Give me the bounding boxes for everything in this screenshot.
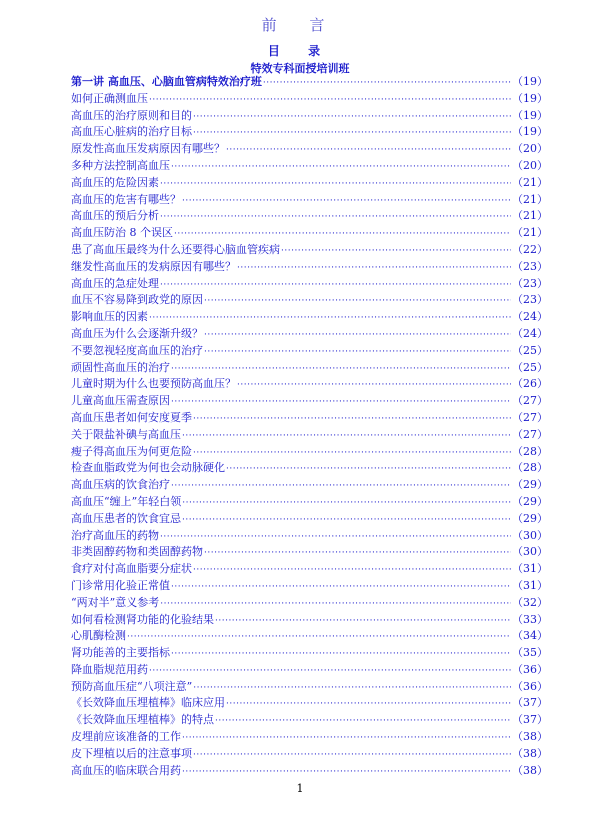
toc-entry[interactable] — [71, 360, 548, 377]
toc-entry[interactable] — [71, 494, 548, 511]
toc-entry-page: （37） — [512, 696, 548, 710]
toc-entry-page: （23） — [512, 293, 548, 307]
dot-leader — [193, 411, 511, 428]
dot-leader — [226, 696, 511, 713]
dot-leader — [204, 293, 511, 310]
dot-leader — [160, 176, 511, 193]
toc-entry-label: 高血压为什么会逐渐升级？ — [71, 326, 203, 340]
dot-leader — [127, 629, 511, 646]
toc-entry-label: 肾功能善的主要指标 — [71, 646, 170, 660]
table-of-contents — [71, 74, 548, 779]
toc-entry-page: （32） — [512, 595, 548, 609]
toc-entry-label: 皮埋前应该准备的工作 — [71, 730, 181, 744]
toc-entry-label: 高血压病的饮食治疗 — [71, 478, 170, 492]
toc-entry-label: 高血压“缠上”年轻白领 — [71, 494, 182, 508]
dot-leader — [193, 680, 511, 697]
toc-entry-label: 高血压的治疗原则和目的 — [71, 108, 192, 122]
toc-entry-page: （19） — [512, 75, 548, 88]
toc-heading: 目 录 — [267, 44, 333, 58]
toc-entry-page: （36） — [512, 679, 548, 693]
toc-entry-page: （29） — [512, 511, 548, 525]
toc-entry[interactable] — [71, 679, 548, 696]
toc-entry-page: （20） — [512, 142, 548, 156]
toc-entry-label: 如何看检测肾功能的化验结果 — [71, 612, 214, 626]
toc-entry-page: （19） — [512, 125, 548, 139]
dot-leader — [171, 579, 511, 596]
toc-entry-label: 高血压的临床联合用药 — [71, 763, 181, 777]
toc-entry[interactable] — [71, 662, 548, 679]
toc-entry-page: （20） — [512, 158, 548, 172]
toc-entry-label: 高血压防治 8 个误区 — [71, 226, 173, 240]
toc-entry-label: 门诊常用化验正常值 — [71, 578, 170, 592]
dot-leader — [182, 428, 511, 445]
dot-leader — [182, 730, 511, 747]
toc-entry[interactable] — [71, 393, 548, 410]
toc-entry[interactable] — [71, 141, 548, 158]
toc-entry-page: （21） — [512, 209, 548, 223]
toc-entry-label: 血压不容易降到政党的原因 — [71, 293, 203, 307]
toc-entry-page: （25） — [512, 360, 548, 374]
toc-entry-label: 患了高血压最终为什么还要得心脑血管疾病 — [71, 242, 280, 256]
toc-entry-page: （31） — [512, 578, 548, 592]
toc-entry-page: （21） — [512, 192, 548, 206]
toc-entry[interactable] — [71, 612, 548, 629]
dot-leader — [171, 159, 511, 176]
dot-leader — [149, 663, 511, 680]
toc-entry[interactable] — [71, 91, 548, 108]
toc-entry[interactable] — [71, 712, 548, 729]
toc-entry-label: 原发性高血压发病原因有哪些？ — [71, 142, 225, 156]
dot-leader — [171, 361, 511, 378]
toc-entry[interactable] — [71, 326, 548, 343]
toc-entry-label: 皮下埋植以后的注意事项 — [71, 746, 192, 760]
toc-entry-label: 高血压的急症处理 — [71, 276, 159, 290]
toc-entry-page: （38） — [512, 746, 548, 760]
toc-entry[interactable] — [71, 695, 548, 712]
toc-entry-label: 继发性高血压的发病原因有哪些？ — [71, 259, 236, 273]
toc-entry-page: （21） — [512, 175, 548, 189]
toc-entry[interactable] — [71, 292, 548, 309]
toc-entry-label: “两对半”意义参考 — [71, 595, 160, 609]
toc-entry-page: （29） — [512, 494, 548, 508]
dot-leader — [149, 310, 511, 327]
toc-entry-label: 《长效降血压埋植棒》临床应用 — [71, 696, 225, 710]
toc-entry-label: 瘦子得高血压为何更危险 — [71, 444, 192, 458]
toc-entry[interactable] — [71, 410, 548, 427]
dot-leader — [160, 209, 511, 226]
toc-entry-label: 高血压的危险因素 — [71, 175, 159, 189]
toc-entry[interactable] — [71, 376, 548, 393]
dot-leader — [204, 545, 511, 562]
dot-leader — [171, 478, 511, 495]
toc-entry-page: （19） — [512, 91, 548, 105]
toc-entry-label: 高血压心脏病的治疗目标 — [71, 125, 192, 139]
toc-entry-label: 关于限盐补碘与高血压 — [71, 427, 181, 441]
toc-entry-page: （28） — [512, 444, 548, 458]
dot-leader — [171, 394, 511, 411]
toc-lecture-entry[interactable] — [71, 74, 548, 91]
toc-entry-label: 治疗高血压的药物 — [71, 528, 159, 542]
toc-entry-label: 高血压患者如何安度夏季 — [71, 410, 192, 424]
toc-entry[interactable] — [71, 276, 548, 293]
toc-entry[interactable] — [71, 208, 548, 225]
toc-entry-label: 影响血压的因素 — [71, 310, 148, 324]
toc-entry-page: （34） — [512, 629, 548, 643]
toc-entry-label: 《长效降血压埋植棒》的特点 — [71, 713, 214, 727]
toc-entry[interactable] — [71, 528, 548, 545]
toc-entry[interactable] — [71, 309, 548, 326]
toc-entry-page: （30） — [512, 545, 548, 559]
toc-entry-page: （26） — [512, 377, 548, 391]
toc-entry-label: 不要忽视轻度高血压的治疗 — [71, 343, 203, 357]
toc-entry[interactable] — [71, 175, 548, 192]
toc-entry-label: 儿童时期为什么也要预防高血压？ — [71, 377, 236, 391]
toc-entry[interactable] — [71, 645, 548, 662]
toc-entry[interactable] — [71, 746, 548, 763]
toc-entry[interactable] — [71, 561, 548, 578]
toc-entry[interactable] — [71, 595, 548, 612]
toc-entry-page: （27） — [512, 427, 548, 441]
toc-entry-page: （30） — [512, 528, 548, 542]
toc-entry-page: （24） — [512, 326, 548, 340]
toc-entry-page: （27） — [512, 394, 548, 408]
toc-entry[interactable] — [71, 511, 548, 528]
dot-leader — [160, 529, 511, 546]
toc-entry-page: （33） — [512, 612, 548, 626]
toc-entry[interactable] — [71, 763, 548, 780]
toc-entry[interactable] — [71, 460, 548, 477]
toc-entry-page: （21） — [512, 226, 548, 240]
dot-leader — [174, 226, 511, 243]
toc-entry[interactable] — [71, 729, 548, 746]
dot-leader — [215, 613, 511, 630]
toc-entry-page: （35） — [512, 646, 548, 660]
toc-entry[interactable] — [71, 343, 548, 360]
toc-entry[interactable] — [71, 242, 548, 259]
toc-entry-page: （31） — [512, 562, 548, 576]
toc-entry-page: （29） — [512, 478, 548, 492]
dot-leader — [160, 596, 511, 613]
toc-entry-page: （36） — [512, 662, 548, 676]
toc-entry-page: （25） — [512, 343, 548, 357]
toc-entry[interactable] — [71, 444, 548, 461]
toc-entry[interactable] — [71, 124, 548, 141]
toc-entry-label: 预防高血压症“八项注意” — [71, 679, 193, 693]
dot-leader — [193, 562, 511, 579]
dot-leader — [182, 193, 511, 210]
dot-leader — [182, 764, 511, 781]
dot-leader — [226, 461, 511, 478]
toc-entry-label: 检查血脂政党为何也会动脉硬化 — [71, 461, 225, 475]
dot-leader — [263, 75, 511, 92]
dot-leader — [171, 646, 511, 663]
toc-entry-label: 顽固性高血压的治疗 — [71, 360, 170, 374]
toc-entry-label: 心肌酶检测 — [71, 629, 126, 643]
dot-leader — [237, 377, 511, 394]
toc-entry-page: （28） — [512, 461, 548, 475]
dot-leader — [160, 277, 511, 294]
dot-leader — [193, 445, 511, 462]
page-title: 前 言 — [261, 16, 339, 34]
toc-entry[interactable] — [71, 225, 548, 242]
toc-entry[interactable] — [71, 192, 548, 209]
toc-entry-label: 食疗对付高血脂要分症状 — [71, 562, 192, 576]
toc-entry[interactable] — [71, 158, 548, 175]
toc-entry[interactable] — [71, 259, 548, 276]
dot-leader — [281, 243, 511, 260]
toc-entry-label: 非类固醇药物和类固醇药物 — [71, 545, 203, 559]
toc-entry-page: （19） — [512, 108, 548, 122]
dot-leader — [204, 344, 511, 361]
dot-leader — [193, 125, 511, 142]
toc-entry[interactable] — [71, 427, 548, 444]
toc-entry-page: （38） — [512, 730, 548, 744]
toc-entry-page: （38） — [512, 763, 548, 777]
toc-entry-page: （27） — [512, 410, 548, 424]
toc-entry-page: （23） — [512, 276, 548, 290]
toc-entry[interactable] — [71, 628, 548, 645]
dot-leader — [182, 495, 511, 512]
toc-entry-page: （37） — [512, 713, 548, 727]
toc-entry[interactable] — [71, 108, 548, 125]
toc-entry[interactable] — [71, 544, 548, 561]
toc-entry-label: 如何正确测血压 — [71, 91, 148, 105]
toc-entry-page: （24） — [512, 310, 548, 324]
dot-leader — [193, 109, 511, 126]
toc-entry-label: 多种方法控制高血压 — [71, 158, 170, 172]
dot-leader — [149, 92, 511, 109]
toc-entry-label: 降血脂规范用药 — [71, 662, 148, 676]
toc-entry-label: 高血压的危害有哪些？ — [71, 192, 181, 206]
toc-entry-label: 高血压患者的饮食宜忌 — [71, 511, 181, 525]
toc-entry-page: （23） — [512, 259, 548, 273]
dot-leader — [226, 142, 511, 159]
toc-entry[interactable] — [71, 578, 548, 595]
toc-entry[interactable] — [71, 477, 548, 494]
toc-entry-label: 高血压的预后分析 — [71, 209, 159, 223]
section-subtitle: 特效专科面授培训班 — [250, 62, 350, 75]
dot-leader — [193, 747, 511, 764]
page-number: 1 — [296, 782, 304, 795]
dot-leader — [215, 713, 511, 730]
dot-leader — [237, 260, 511, 277]
dot-leader — [182, 512, 511, 529]
toc-entry-label: 第一讲 高血压、心脑血管病特效治疗班 — [71, 75, 262, 88]
toc-entry-page: （22） — [512, 242, 548, 256]
toc-entry-label: 儿童高血压需查原因 — [71, 394, 170, 408]
dot-leader — [204, 327, 511, 344]
